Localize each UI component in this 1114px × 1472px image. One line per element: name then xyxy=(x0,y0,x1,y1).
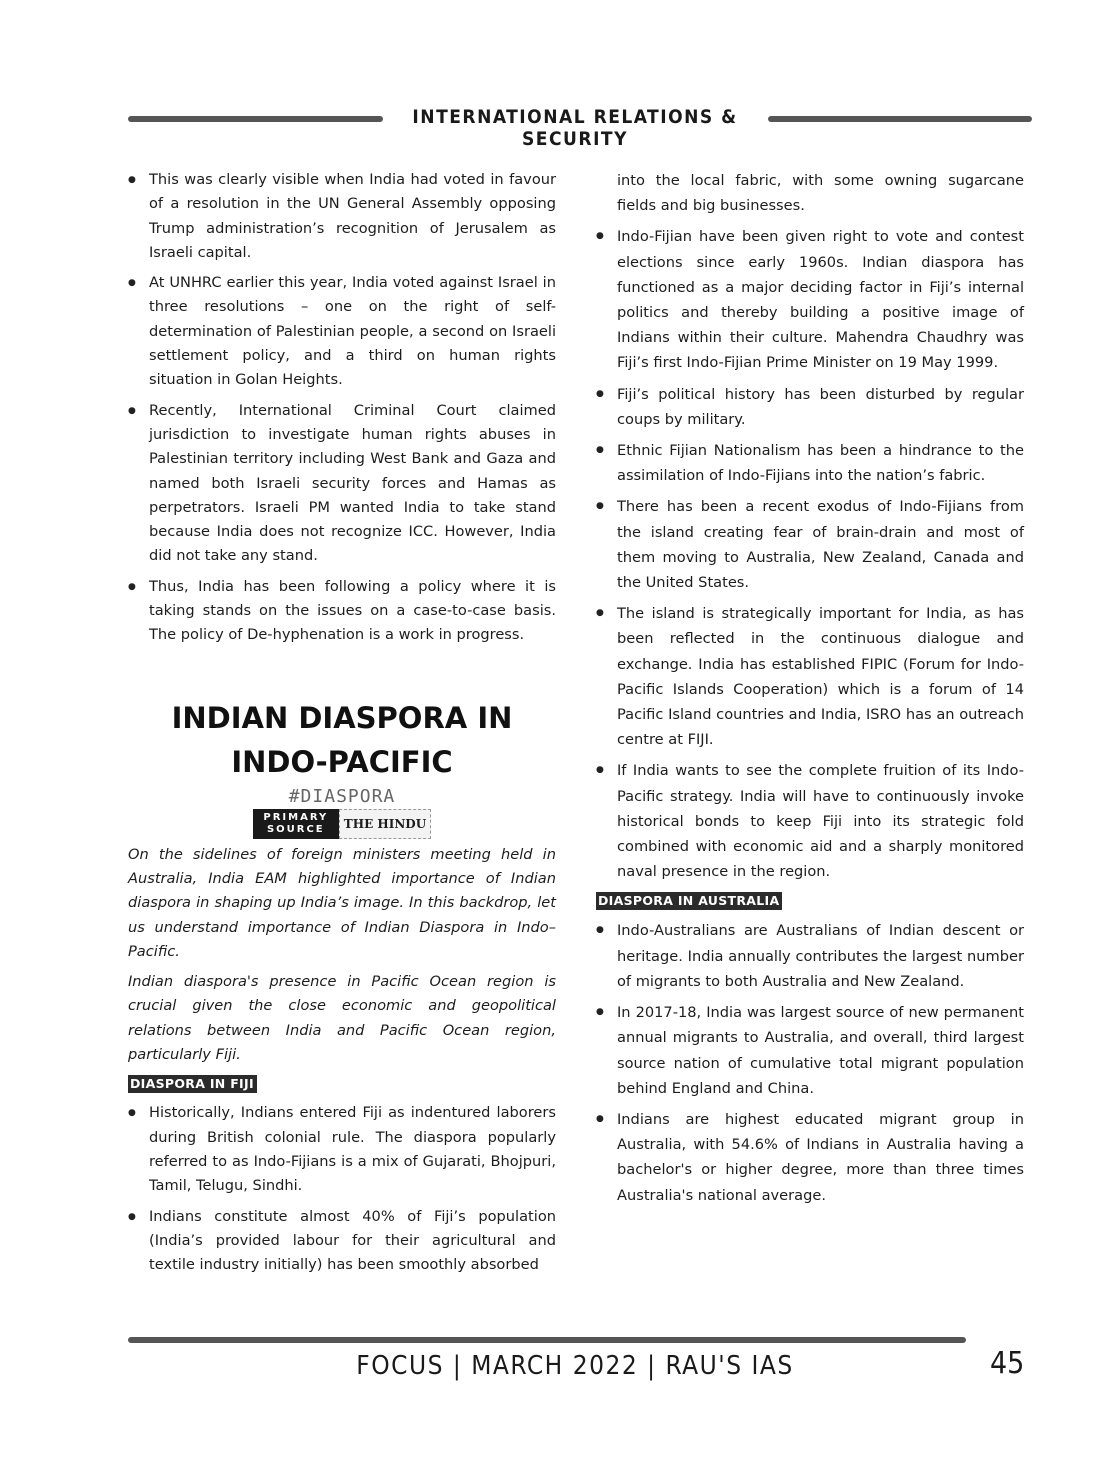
list-item: ● This was clearly visible when India had voted in favour of a resolution in the UN General Assembly opposing Trump administration’s recognition of Jerusalem as Israeli capital. xyxy=(128,168,556,265)
right-column xyxy=(596,168,1024,1214)
section-label-fiji: DIASPORA IN FIJI xyxy=(128,1075,257,1093)
list-item: ● Indo-Fijian have been given right to vote and contest elections since early 1960s. Indian diaspora has functioned as a major deciding factor in Fiji’s internal politics and thereby building a positive image of Indians within their culture. Mahendra Chaudhry was Fiji’s first Indo-Fijian Prime Minister on 19 May 1999. xyxy=(596,224,1024,375)
fiji-list-continued xyxy=(596,224,1024,884)
list-item: ● Thus, India has been following a policy where it is taking stands on the issues on a case-to-case basis. The policy of De-hyphenation is a work in progress. xyxy=(128,575,556,648)
list-item: ● Ethnic Fijian Nationalism has been a hindrance to the assimilation of Indo-Fijians into the nation’s fabric. xyxy=(596,438,1024,488)
list-item: ● At UNHRC earlier this year, India voted against Israel in three resolutions – one on the right of self-determination of Palestinian people, a second on Israeli settlement policy, and a third on human rights situation in Golan Heights. xyxy=(128,271,556,392)
header-rule-right xyxy=(768,116,1032,122)
list-item: ● The island is strategically important for India, as has been reflected in the continuous dialogue and exchange. India has established FIPIC (Forum for Indo-Pacific Islands Cooperation) which is a forum of 14 Pacific Island countries and India, ISRO has an outreach centre at FIJI. xyxy=(596,601,1024,752)
list-item: ● There has been a recent exodus of Indo-Fijians from the island creating fear of brain-drain and most of them moving to Australia, New Zealand, Canada and the United States. xyxy=(596,494,1024,595)
source-badges xyxy=(128,809,556,839)
left-column xyxy=(128,168,556,1283)
header-rule-left xyxy=(128,116,383,122)
fiji-list xyxy=(128,1101,556,1277)
list-item: ● Fiji’s political history has been disturbed by regular coups by military. xyxy=(596,382,1024,432)
continued-paragraph: into the local fabric, with some owning sugarcane fields and big businesses. xyxy=(617,172,1024,215)
list-item: ● Recently, International Criminal Court claimed jurisdiction to investigate human rights abuses in Palestinian territory including West Bank and Gaza and named both Israeli security forces and Hamas as perpetrators. Israeli PM wanted India to take stand because India does not recognize ICC. However, India did not take any stand. xyxy=(128,399,556,569)
section-header-title: INTERNATIONAL RELATIONS & SECURITY xyxy=(412,106,738,150)
footer-text: FOCUS | MARCH 2022 | RAU'S IAS xyxy=(356,1351,794,1381)
page-number: 45 xyxy=(990,1346,1025,1381)
intro-paragraph-1: On the sidelines of foreign ministers meeting held in Australia, India EAM highlighted importance of Indian diaspora in shaping up India’s image. In this backdrop, let us understand importance of Indian Diaspora in Indo–Pacific. xyxy=(128,845,556,960)
list-item: ● Historically, Indians entered Fiji as indentured laborers during British colonial rule. The diaspora popularly referred to as Indo-Fijians is a mix of Gujarati, Bhojpuri, Tamil, Telugu, Sindhi. xyxy=(128,1101,556,1198)
list-item: ● Indo-Australians are Australians of Indian descent or heritage. India annually contributes the largest number of migrants to both Australia and New Zealand. xyxy=(596,918,1024,994)
intro-paragraph-2: Indian diaspora's presence in Pacific Ocean region is crucial given the close economic and geopolitical relations between India and Pacific Ocean region, particularly Fiji. xyxy=(128,973,556,1064)
list-item: ● Indians are highest educated migrant group in Australia, with 54.6% of Indians in Australia having a bachelor's or higher degree, more than three times Australia's national average. xyxy=(596,1107,1024,1208)
primary-source-badge xyxy=(253,809,339,839)
list-item: ● In 2017-18, India was largest source of new permanent annual migrants to Australia, and overall, third largest source nation of cumulative total migrant population behind England and China. xyxy=(596,1000,1024,1101)
list-item: ● If India wants to see the complete fruition of its Indo-Pacific strategy. India will have to continuously invoke historical bonds to keep Fiji into its strategic fold combined with economic aid and a sharply monitored naval presence in the region. xyxy=(596,758,1024,884)
list-item: ● Indians constitute almost 40% of Fiji’s population (India’s provided labour for their agricultural and textile industry initially) has been smoothly absorbed xyxy=(128,1205,556,1278)
footer-rule xyxy=(128,1337,966,1343)
badge-line-2: SOURCE xyxy=(266,823,325,835)
badge-line-1: PRIMARY xyxy=(263,811,329,823)
section-label-australia: DIASPORA IN AUSTRALIA xyxy=(596,892,782,910)
the-hindu-logo: THE HINDU xyxy=(339,809,431,839)
hashtag: #DIASPORA xyxy=(288,785,396,807)
article-title-line-1: INDIAN DIASPORA IN xyxy=(171,700,513,735)
israel-policy-list xyxy=(128,168,556,648)
article-title-line-2: INDO-PACIFIC xyxy=(231,744,453,779)
article-title xyxy=(128,696,556,784)
australia-list xyxy=(596,918,1024,1207)
